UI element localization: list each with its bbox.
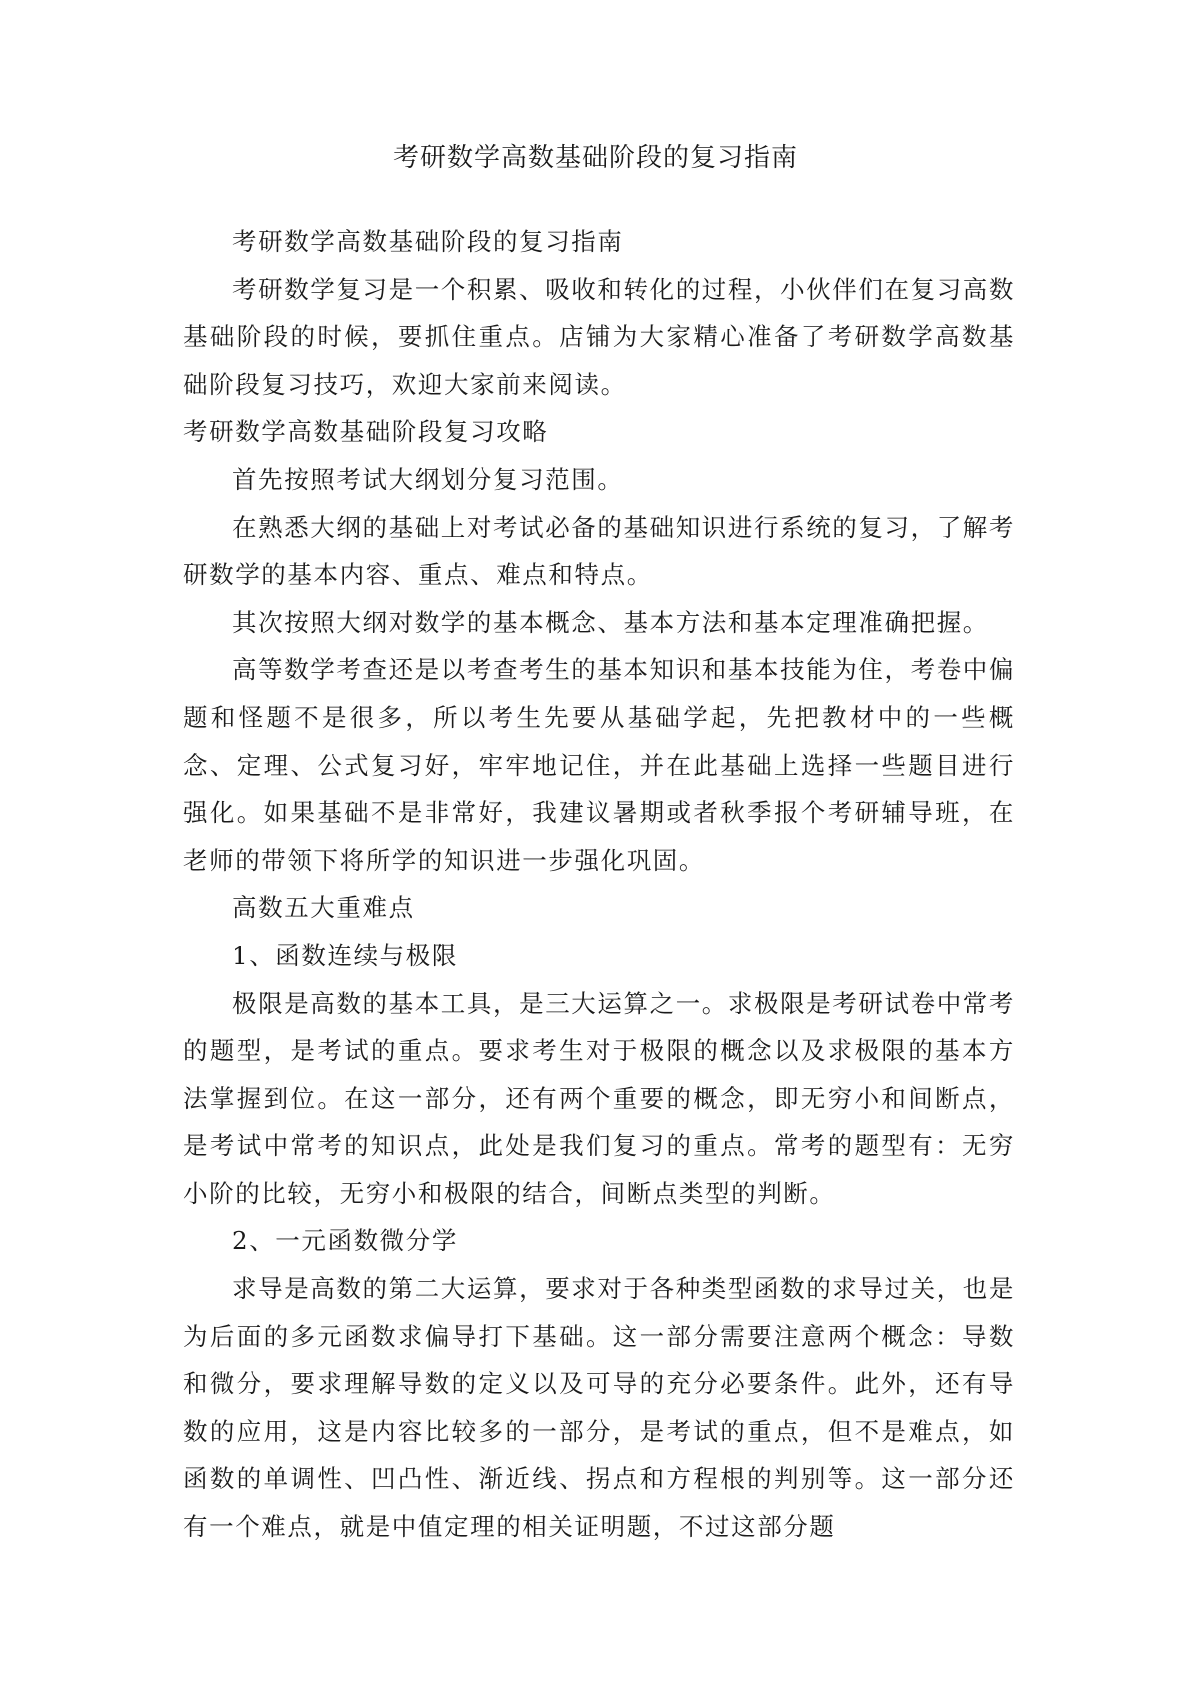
- subheading-differential-calculus: 2、一元函数微分学: [232, 1226, 458, 1256]
- paragraph-syllabus-scope: 首先按照考试大纲划分复习范围。: [232, 464, 624, 494]
- document-body: [183, 218, 1015, 1551]
- section-heading-review-strategy: 考研数学高数基础阶段复习攻略: [183, 417, 549, 447]
- paragraph-differential-calculus: 求导是高数的第二大运算，要求对于各种类型函数的求导过关，也是为后面的多元函数求偏导打下基础。这一部分需要注意两个概念：导数和微分，要求理解导数的定义以及可导的充分必要条件。此外，还有导数的应用，这是内容比较多的一部分，是考试的重点，但不是难点，如函数的单调性、凹凸性、渐近线、拐点和方程根的判别等。这一部分还有一个难点，就是中值定理的相关证明题，不过这部分题: [183, 1274, 1015, 1542]
- intro-paragraph: 考研数学复习是一个积累、吸收和转化的过程，小伙伴们在复习高数基础阶段的时候，要抓住重点。店铺为大家精心准备了考研数学高数基础阶段复习技巧，欢迎大家前来阅读。: [183, 274, 1015, 399]
- subtitle-paragraph: 考研数学高数基础阶段的复习指南: [232, 227, 624, 256]
- subheading-limits: 1、函数连续与极限: [232, 940, 458, 970]
- paragraph-basic-concepts: 其次按照大纲对数学的基本概念、基本方法和基本定理准确把握。: [232, 607, 989, 637]
- section-heading-five-difficulties: 高数五大重难点: [232, 893, 415, 923]
- paragraph-systematic-review: 在熟悉大纲的基础上对考试必备的基础知识进行系统的复习，了解考研数学的基本内容、重点、难点和特点。: [183, 512, 1015, 590]
- paragraph-advanced-math-exam: 高等数学考查还是以考查考生的基本知识和基本技能为住，考卷中偏题和怪题不是很多，所以考生先要从基础学起，先把教材中的一些概念、定理、公式复习好，牢牢地记住，并在此基础上选择一些题目进行强化。如果基础不是非常好，我建议暑期或者秋季报个考研辅导班，在老师的带领下将所学的知识进一步强化巩固。: [183, 655, 1015, 875]
- document-title: 考研数学高数基础阶段的复习指南: [392, 143, 798, 173]
- paragraph-limits: 极限是高数的基本工具，是三大运算之一。求极限是考研试卷中常考的题型，是考试的重点。要求考生对于极限的概念以及求极限的基本方法掌握到位。在这一部分，还有两个重要的概念，即无穷小和间断点，是考试中常考的知识点，此处是我们复习的重点。常考的题型有：无穷小阶的比较，无穷小和极限的结合，间断点类型的判断。: [183, 988, 1015, 1208]
